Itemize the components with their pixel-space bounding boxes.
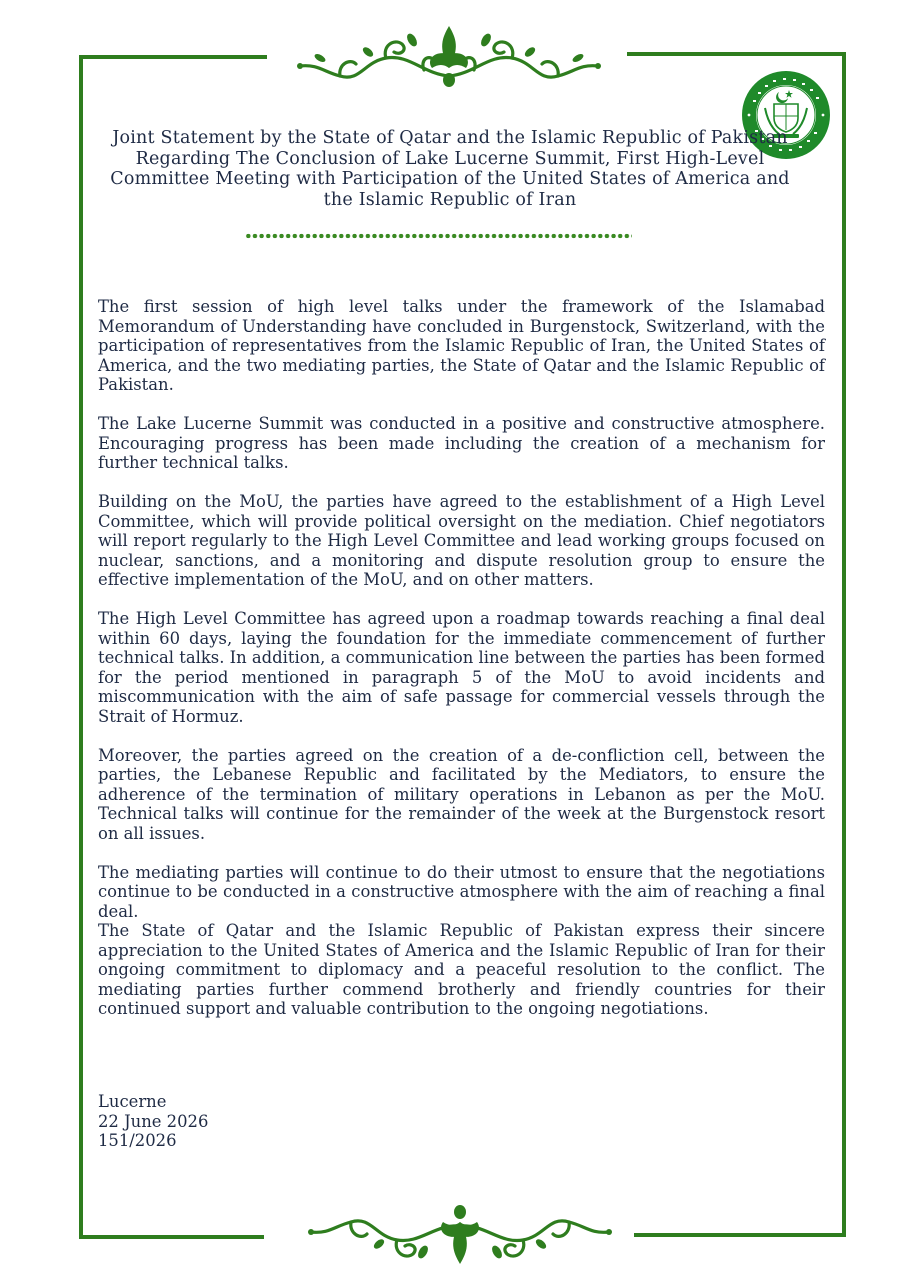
signoff-place: Lucerne: [98, 1092, 167, 1111]
frame-bottom-right: [634, 1233, 846, 1237]
paragraph: Moreover, the parties agreed on the creation of a de-confliction cell, between the parties, the Lebanese Republic and facilitated by the Mediators, to ensure the adherence of the termination of military operations in Lebanon as per the MoU. Technical talks will continue for the remainder of the week at the Burgenstock resort on all issues.: [98, 745, 825, 843]
paragraph: The State of Qatar and the Islamic Republic of Pakistan express their sincere appreciation to the United States of America and the Islamic Republic of Iran for their ongoing commitment to diplomacy and a peaceful resolution to the conflict. The mediating parties further commend brotherly and friendly countries for their continued support and valuable contribution to the ongoing negotiations.: [98, 921, 825, 1018]
frame-top-right: [627, 52, 846, 56]
signoff-reference: 151/2026: [98, 1131, 177, 1150]
paragraph: The Lake Lucerne Summit was conducted in a positive and constructive atmosphere. Encouraging progress has been made including the creation of a mechanism for further technical talks.: [98, 414, 825, 472]
frame-right: [842, 52, 846, 1237]
document-title: Joint Statement by the State of Qatar and the Islamic Republic of Pakistan Regarding The Conclusion of Lake Lucerne Summit, First High-Level Committee Meeting with Participation of the United States of America and the Islamic Republic of Iran: [110, 128, 790, 210]
frame-top-left: [79, 55, 267, 59]
statement-body: [98, 297, 825, 1038]
paragraph: Building on the MoU, the parties have agreed to the establishment of a High Level Committee, which will provide political oversight on the mediation. Chief negotiators will report regularly to the High Level Committee and lead working groups focused on nuclear, sanctions, and a monitoring and dispute resolution group to ensure the effective implementation of the MoU, and on other matters.: [98, 492, 825, 589]
signoff-block: [98, 1092, 208, 1151]
paragraph: The mediating parties will continue to do their utmost to ensure that the negotiations continue to be conducted in a constructive atmosphere with the aim of reaching a final deal.: [98, 862, 825, 921]
paragraph: The first session of high level talks under the framework of the Islamabad Memorandum of Understanding have concluded in Burgenstock, Switzerland, with the participation of representatives from the Islamic Republic of Iran, the United States of America, and the two mediating parties, the State of Qatar and the Islamic Republic of Pakistan.: [98, 297, 825, 394]
frame-left: [79, 55, 83, 1239]
signoff-date: 22 June 2026: [98, 1111, 209, 1131]
floral-ornament-bottom-icon: [305, 1204, 615, 1266]
floral-ornament-top-icon: [294, 24, 604, 88]
dotted-divider: [245, 233, 632, 239]
paragraph: The High Level Committee has agreed upon a roadmap towards reaching a final deal within 60 days, laying the foundation for the immediate commencement of further technical talks. In addition, a communication line between the parties has been formed for the period mentioned in paragraph 5 of the MoU to avoid incidents and miscommunication with the aim of safe passage for commercial vessels through the Strait of Hormuz.: [98, 609, 825, 726]
frame-bottom-left: [79, 1235, 264, 1239]
